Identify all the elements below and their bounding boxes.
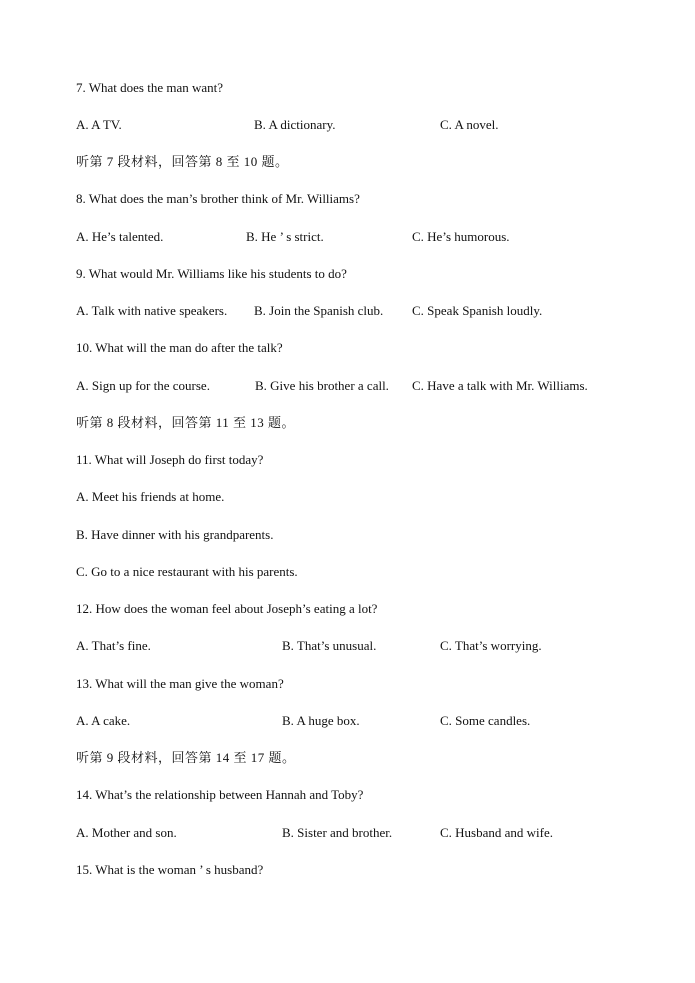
option-c: C. Have a talk with Mr. Williams. [412, 378, 588, 393]
option-c: C. Husband and wife. [440, 825, 554, 840]
options-row-9 [0, 303, 695, 319]
option-c: C. That’s worrying. [440, 638, 542, 653]
question-9: 9. What would Mr. Williams like his students to do? [76, 266, 347, 281]
option-c: C. He’s humorous. [412, 229, 510, 244]
option-c: C. Some candles. [440, 713, 531, 728]
options-row-8 [0, 229, 695, 245]
option-a: A. Mother and son. [76, 825, 177, 840]
question-13: 13. What will the man give the woman? [76, 676, 284, 691]
options-row-7 [0, 117, 695, 133]
option-b: B. Give his brother a call. [255, 378, 389, 393]
option-b: B. Sister and brother. [282, 825, 393, 840]
option-b: B. Have dinner with his grandparents. [76, 527, 274, 542]
option-b: B. A huge box. [282, 713, 360, 728]
option-b: B. He ’ s strict. [246, 229, 324, 244]
option-a: A. A cake. [76, 713, 131, 728]
question-8: 8. What does the man’s brother think of Mr. Williams? [76, 191, 360, 206]
section-heading-8: 听第 8 段材料，回答第 11 至 13 题。 [76, 415, 296, 430]
option-c: C. Go to a nice restaurant with his parents. [76, 564, 298, 579]
options-row-10 [0, 378, 695, 394]
question-10: 10. What will the man do after the talk? [76, 340, 283, 355]
option-c: C. A novel. [440, 117, 499, 132]
option-b: B. That’s unusual. [282, 638, 377, 653]
question-15: 15. What is the woman ’ s husband? [76, 862, 264, 877]
option-b: B. Join the Spanish club. [254, 303, 384, 318]
option-a: A. Meet his friends at home. [76, 489, 225, 504]
option-a: A. Sign up for the course. [76, 378, 210, 393]
option-a: A. That’s fine. [76, 638, 151, 653]
question-14: 14. What’s the relationship between Hannah and Toby? [76, 787, 364, 802]
question-7: 7. What does the man want? [76, 80, 224, 95]
options-row-14 [0, 825, 695, 841]
options-row-12 [0, 638, 695, 654]
section-heading-9: 听第 9 段材料，回答第 14 至 17 题。 [76, 750, 296, 765]
option-a: A. He’s talented. [76, 229, 164, 244]
question-11: 11. What will Joseph do first today? [76, 452, 264, 467]
options-row-13 [0, 713, 695, 729]
option-a: A. Talk with native speakers. [76, 303, 228, 318]
question-12: 12. How does the woman feel about Joseph’s eating a lot? [76, 601, 378, 616]
option-a: A. A TV. [76, 117, 122, 132]
option-c: C. Speak Spanish loudly. [412, 303, 543, 318]
section-heading-7: 听第 7 段材料，回答第 8 至 10 题。 [76, 154, 289, 169]
option-b: B. A dictionary. [254, 117, 336, 132]
